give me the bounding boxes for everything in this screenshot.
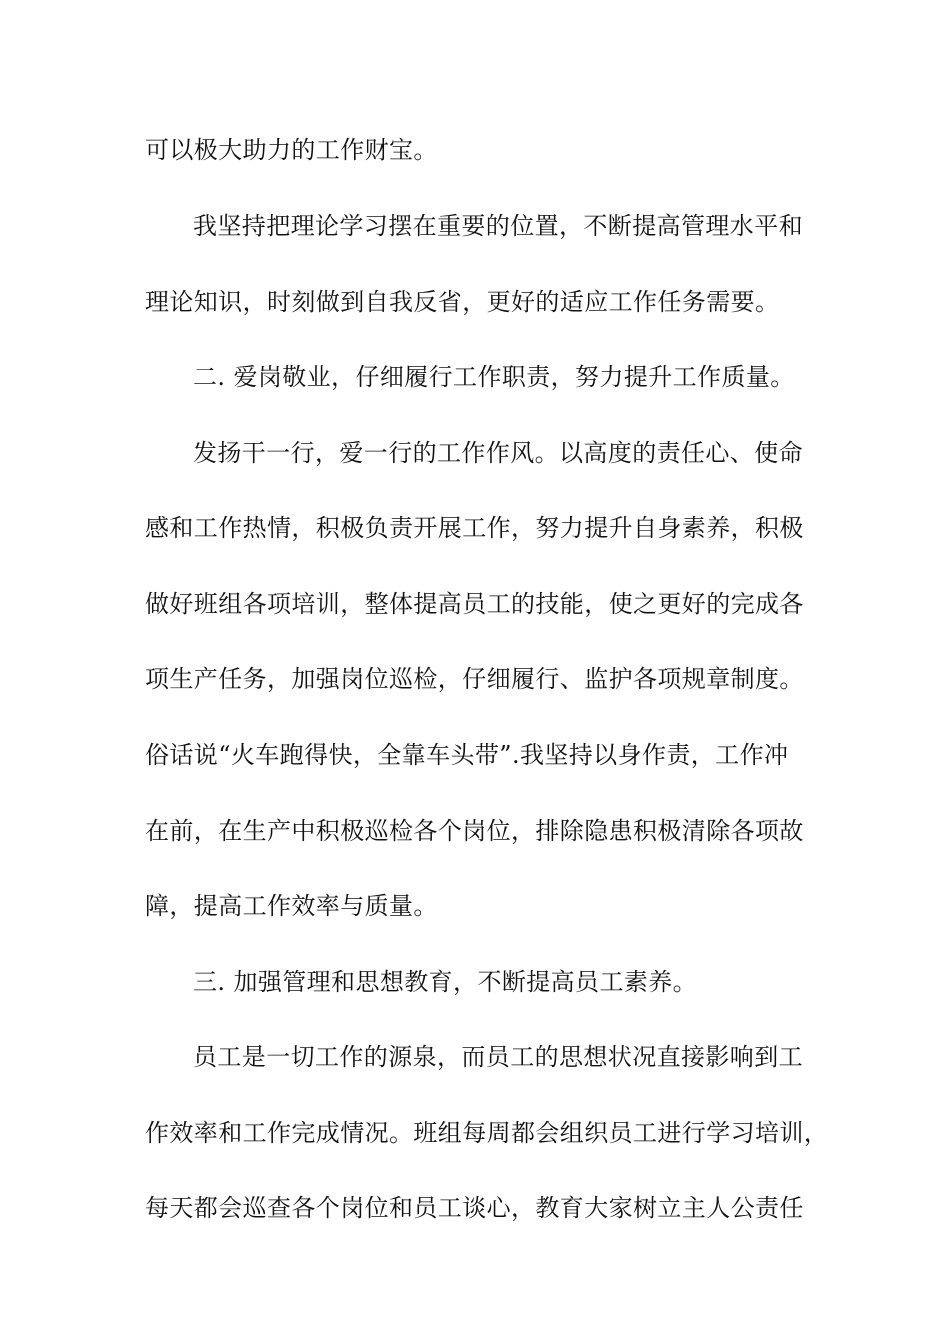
paragraph-start-line: 我坚持把理论学习摆在重要的位置，不断提高管理水平和: [193, 212, 803, 240]
text-line: 做好班组各项培训，整体提高员工的技能，使之更好的完成各: [145, 590, 804, 618]
text-line: 每天都会巡查各个岗位和员工谈心，教育大家树立主人公责任: [145, 1194, 804, 1222]
text-line: 作效率和工作完成情况。班组每周都会组织员工进行学习培训，: [145, 1119, 829, 1147]
text-line: 项生产任务，加强岗位巡检，仔细履行、监护各项规章制度。: [145, 665, 804, 693]
text-line: 障，提高工作效率与质量。: [145, 892, 438, 920]
paragraph-start-line: 发扬干一行，爱一行的工作作风。以高度的责任心、使命: [193, 439, 803, 467]
text-line: 在前，在生产中积极巡检各个岗位，排除隐患积极清除各项故: [145, 817, 804, 845]
text-line: 俗话说“火车跑得快，全靠车头带”.我坚持以身作责，工作冲: [145, 741, 789, 769]
text-line: 理论知识，时刻做到自我反省，更好的适应工作任务需要。: [145, 288, 780, 316]
text-line: 可以极大助力的工作财宝。: [145, 136, 438, 164]
paragraph-start-line: 员工是一切工作的源泉，而员工的思想状况直接影响到工: [193, 1043, 803, 1071]
section-heading: 二. 爱岗敬业，仔细履行工作职责，努力提升工作质量。: [193, 363, 795, 391]
section-heading: 三. 加强管理和思想教育，不断提高员工素养。: [193, 968, 698, 996]
text-line: 感和工作热情，积极负责开展工作，努力提升自身素养，积极: [145, 514, 804, 542]
